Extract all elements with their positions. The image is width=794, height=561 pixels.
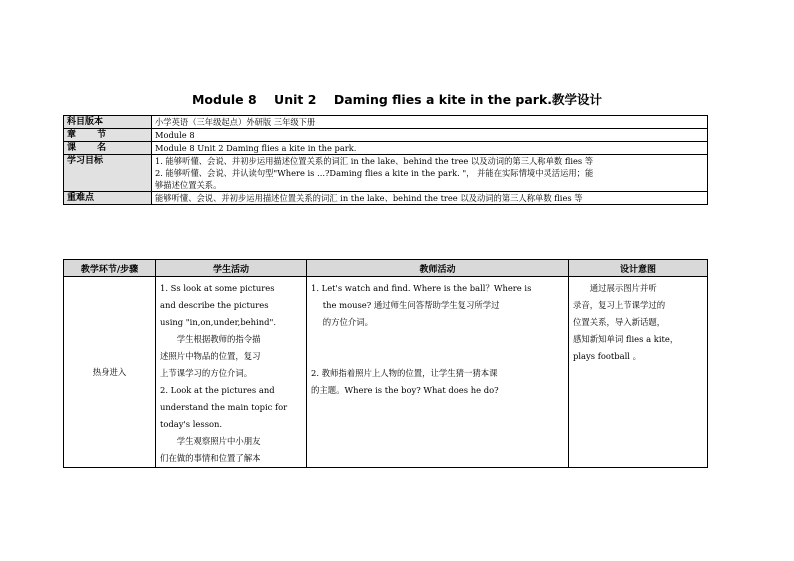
header-teacher-activity: 教师活动 (307, 260, 569, 277)
student-line: 上节课学习的方位介词。 (160, 368, 253, 378)
info-value-line: Module 8 Unit 2 Daming flies a kite in the park. (155, 143, 357, 153)
teacher-line: 的主题。Where is the boy? What does he do? (311, 385, 499, 395)
teacher-line: 1. Let's watch and find. Where is the ball？Where is (311, 283, 532, 293)
student-activity-cell (156, 277, 307, 468)
student-line: 述照片中物品的位置，复习 (160, 351, 261, 361)
info-value-line: 1. 能够听懂、会说、并初步运用描述位置关系的词汇 in the lake、behind the tree 以及动词的第三人称单数 flies 等 (155, 156, 594, 166)
info-value-line: 小学英语（三年级起点）外研版 三年级下册 (155, 117, 316, 127)
activity-header-row (64, 260, 708, 277)
info-value-key-points (152, 192, 708, 205)
info-row-key-points (64, 192, 708, 205)
course-info-table (63, 115, 708, 205)
stage-cell: 热身进入 (64, 277, 156, 468)
activity-table (63, 259, 708, 468)
info-label-edition: 科目版本 (64, 116, 152, 129)
student-line: 学生根据教师的指令描 (176, 334, 261, 344)
header-stage: 教学环节/步骤 (64, 260, 156, 277)
student-line: understand the main topic for (160, 402, 288, 412)
student-line: 2. Look at the pictures and (160, 385, 275, 395)
info-row-lesson (64, 142, 708, 155)
info-value-line: 能够听懂、会说、并初步运用描述位置关系的词汇 in the lake、behind the tree 以及动词的第三人称单数 flies 等 (155, 193, 583, 203)
document-title: Module 8 Unit 2 Daming flies a kite in the park.教学设计 (191, 92, 603, 107)
intent-line: 通过展示图片并听 (589, 283, 657, 293)
info-value-line: Module 8 (155, 130, 195, 140)
intent-line: 位置关系，导入新话题， (573, 317, 666, 327)
student-line: 1. Ss look at some pictures (160, 283, 275, 293)
student-line: today's lesson. (160, 419, 223, 429)
info-value-line: 2. 能够听懂、会说、并认读句型"Where is ...?Daming flies a kite in the park. "， 并能在实际情境中灵活运用；能 (155, 168, 594, 178)
teacher-activity-cell (307, 277, 569, 468)
intent-line: 录音，复习上节课学过的 (573, 300, 666, 310)
info-label-lesson: 课 名 (64, 142, 152, 155)
teacher-line: 2. 教师指着照片上人物的位置，让学生猜一猜本课 (311, 368, 498, 378)
info-row-chapter (64, 129, 708, 142)
student-line: using "in,on,under,behind". (160, 317, 276, 327)
teacher-line: the mouse? 通过师生问答帮助学生复习所学过 (322, 300, 500, 310)
design-intent-cell (569, 277, 708, 468)
intent-line: 感知新知单词 flies a kite， (573, 334, 679, 344)
header-student-activity: 学生活动 (156, 260, 307, 277)
info-row-goals (64, 155, 708, 192)
header-design-intent: 设计意图 (569, 260, 708, 277)
student-line: 学生观察照片中小朋友 (176, 436, 261, 446)
student-line: and describe the pictures (160, 300, 269, 310)
info-value-edition (152, 116, 708, 129)
info-value-lesson (152, 142, 708, 155)
info-value-chapter (152, 129, 708, 142)
info-label-chapter: 章 节 (64, 129, 152, 142)
student-line: 们在做的事情和位置了解本 (160, 453, 261, 463)
info-row-edition (64, 116, 708, 129)
activity-row-warmup (64, 277, 708, 468)
info-value-line: 够描述位置关系。 (155, 180, 222, 190)
intent-line: plays football 。 (573, 351, 642, 361)
info-label-key-points: 重难点 (64, 192, 152, 205)
info-label-goals: 学习目标 (64, 155, 152, 192)
teacher-line: 的方位介词。 (322, 317, 373, 327)
info-value-goals (152, 155, 708, 192)
